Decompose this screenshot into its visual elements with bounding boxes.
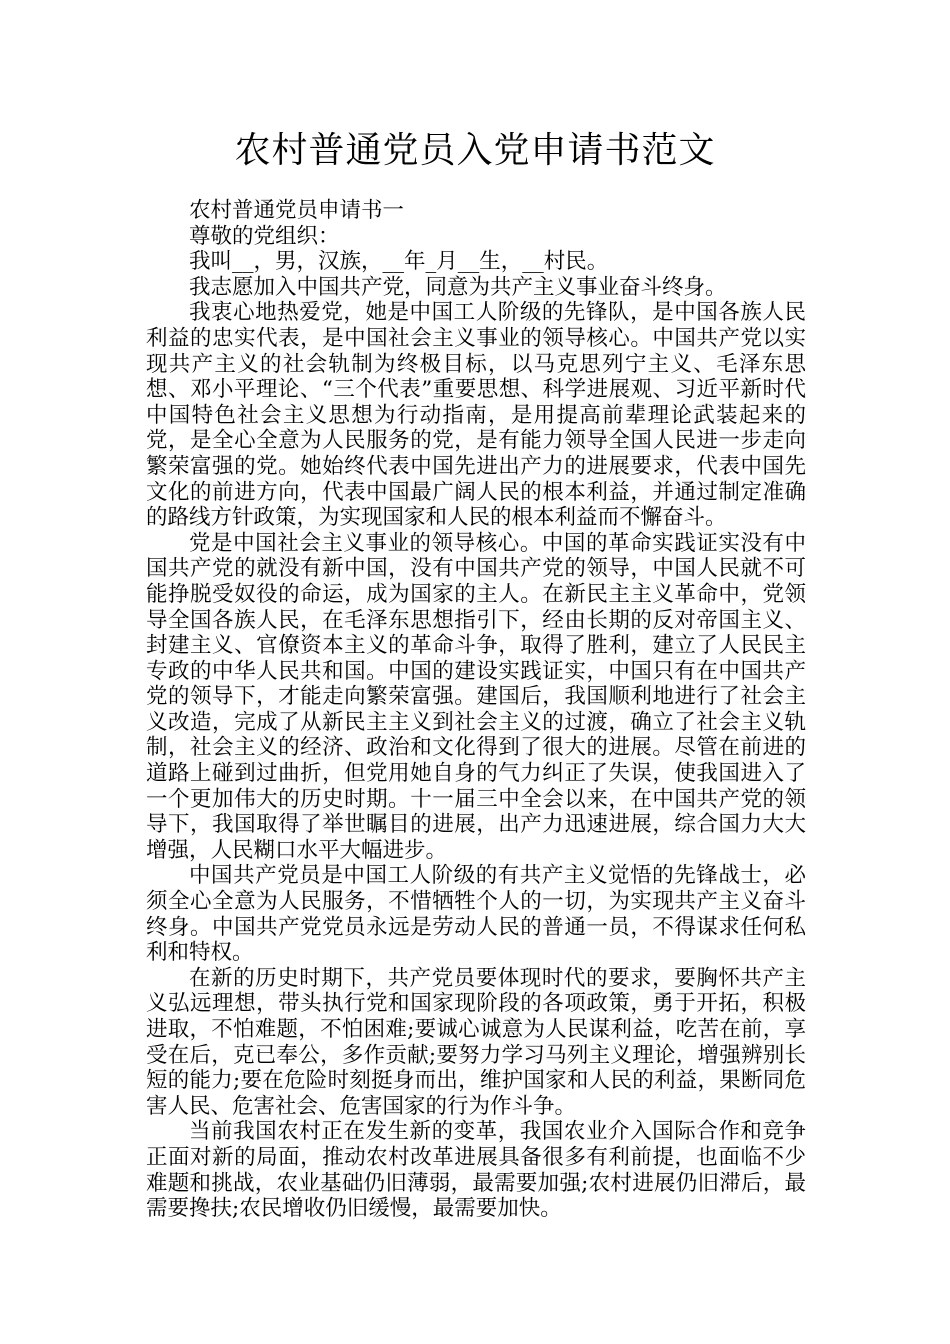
- salutation: 尊敬的党组织：: [189, 223, 340, 249]
- page-title: 农村普通党员入党申请书范文: [234, 130, 716, 171]
- paragraph: 党是中国社会主义事业的领导核心。中国的革命实践证实没有中国共产党的就没有新中国，没有中国共产党的领导，中国人民就不可能挣脱受奴役的命运，成为国家的主人。在新民主主义革命中，党领导全国各族人民，在毛泽东思想指引下，经由长期的反对帝国主义、封建主义、官僚资本主义的革命斗争，取得了胜利，建立了人民民主专政的中华人民共和国。中国的建设实践证实，中国只有在中国共产党的领导下，才能走向繁荣富强。建国后，我国顺利地进行了社会主义改造，完成了从新民主主义到社会主义的过渡，确立了社会主义轨制，社会主义的经济、政治和文化得到了很大的进展。尽管在前进的道路上碰到过曲折，但党用她自身的气力纠正了失误，使我国进入了一个更加伟大的历史时期。十一届三中全会以来，在中国共产党的领导下，我国取得了举世瞩目的进展，出产力迅速进展，综合国力大大增强，人民糊口水平大幅进步。: [146, 530, 806, 863]
- paragraph: 中国共产党员是中国工人阶级的有共产主义觉悟的先锋战士，必须全心全意为人民服务，不惜牺牲个人的一切，为实现共产主义奋斗终身。中国共产党党员永远是劳动人民的普通一员，不得谋求任何私利和特权。: [146, 863, 806, 966]
- paragraph: 我叫__，男，汉族，__年_月__生，__村民。: [189, 249, 609, 275]
- paragraph: 我衷心地热爱党，她是中国工人阶级的先锋队，是中国各族人民利益的忠实代表，是中国社会主义事业的领导核心。中国共产党以实现共产主义的社会轨制为终极目标，以马克思列宁主义、毛泽东思想、邓小平理论、“三个代表”重要思想、科学进展观、习近平新时代中国特色社会主义思想为行动指南，是用提高前辈理论武装起来的党，是全心全意为人民服务的党，是有能力领导全国人民进一步走向繁荣富强的党。她始终代表中国先进出产力的进展要求，代表中国先文化的前进方向，代表中国最广阔人民的根本利益，并通过制定准确的路线方针政策，为实现国家和人民的根本利益而不懈奋斗。: [146, 300, 806, 531]
- paragraph: 当前我国农村正在发生新的变革，我国农业介入国际合作和竞争正面对新的局面，推动农村改革进展具备很多有利前提，也面临不少难题和挑战，农业基础仍旧薄弱，最需要加强;农村进展仍旧滞后，最需要搀扶;农民增收仍旧缓慢，最需要加快。: [146, 1119, 806, 1222]
- paragraph: 在新的历史时期下，共产党员要体现时代的要求，要胸怀共产主义弘远理想，带头执行党和国家现阶段的各项政策，勇于开拓，积极进取，不怕难题，不怕困难;要诚心诚意为人民谋利益，吃苦在前，享受在后，克已奉公，多作贡献;要努力学习马列主义理论，增强辨别长短的能力;要在危险时刻挺身而出，维护国家和人民的利益，果断同危害人民、危害社会、危害国家的行为作斗争。: [146, 965, 806, 1119]
- document-body: [146, 198, 806, 1222]
- paragraph: 我志愿加入中国共产党，同意为共产主义事业奋斗终身。: [189, 274, 727, 300]
- heading-line: 农村普通党员申请书一: [189, 198, 405, 223]
